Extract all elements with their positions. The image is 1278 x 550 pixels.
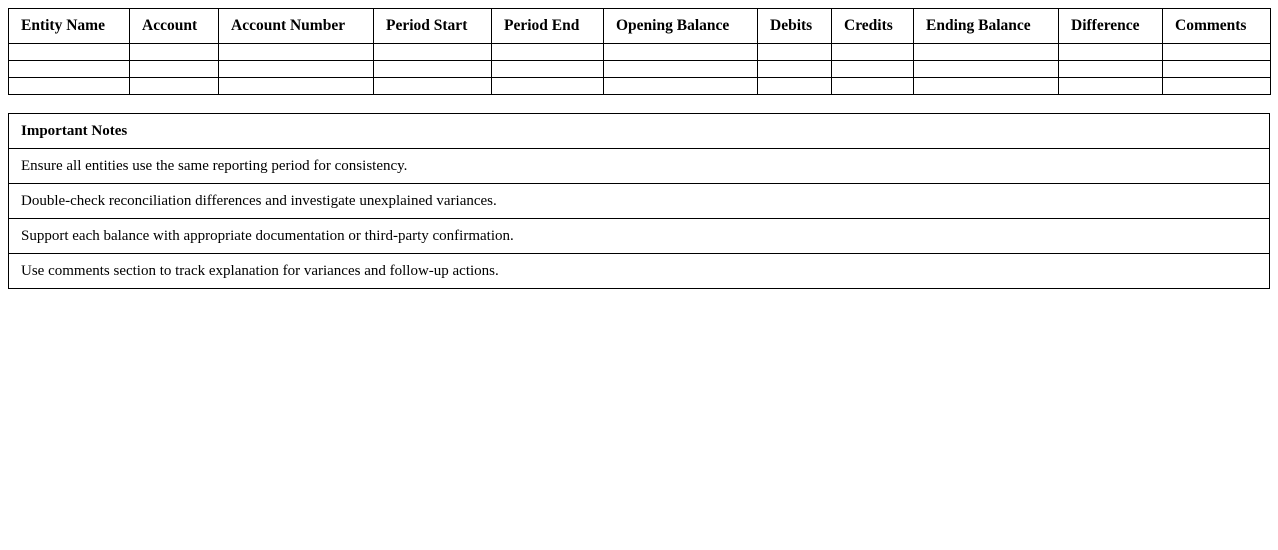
table-cell: [914, 61, 1059, 78]
notes-header-row: [9, 114, 1270, 149]
note-item: Use comments section to track explanation for variances and follow-up actions.: [9, 254, 1270, 289]
note-item: Support each balance with appropriate documentation or third-party confirmation.: [9, 219, 1270, 254]
table-cell: [1163, 78, 1271, 95]
table-cell: [1059, 61, 1163, 78]
header-account: Account: [130, 9, 219, 44]
note-row: [9, 254, 1270, 289]
table-cell: [832, 44, 914, 61]
header-debits: Debits: [758, 9, 832, 44]
table-cell: [758, 44, 832, 61]
table-cell: [832, 61, 914, 78]
table-cell: [130, 44, 219, 61]
table-cell: [604, 44, 758, 61]
note-row: [9, 219, 1270, 254]
important-notes-table: [8, 113, 1270, 289]
header-ending-balance: Ending Balance: [914, 9, 1059, 44]
header-difference: Difference: [1059, 9, 1163, 44]
note-item: Double-check reconciliation differences and investigate unexplained variances.: [9, 184, 1270, 219]
table-cell: [1163, 44, 1271, 61]
table-body: [9, 44, 1271, 95]
table-row: [9, 44, 1271, 61]
table-cell: [758, 78, 832, 95]
header-period-start: Period Start: [374, 9, 492, 44]
table-cell: [604, 78, 758, 95]
header-credits: Credits: [832, 9, 914, 44]
table-cell: [9, 44, 130, 61]
table-cell: [374, 61, 492, 78]
table-cell: [758, 61, 832, 78]
table-cell: [914, 44, 1059, 61]
table-cell: [374, 44, 492, 61]
table-cell: [832, 78, 914, 95]
table-cell: [130, 61, 219, 78]
table-cell: [1163, 61, 1271, 78]
note-item: Ensure all entities use the same reporting period for consistency.: [9, 149, 1270, 184]
header-comments: Comments: [1163, 9, 1271, 44]
header-opening-balance: Opening Balance: [604, 9, 758, 44]
header-account-number: Account Number: [219, 9, 374, 44]
note-row: [9, 149, 1270, 184]
table-cell: [9, 61, 130, 78]
table-cell: [492, 44, 604, 61]
table-cell: [914, 78, 1059, 95]
table-header-row: [9, 9, 1271, 44]
table-cell: [9, 78, 130, 95]
table-cell: [492, 61, 604, 78]
notes-title: Important Notes: [9, 114, 1270, 149]
table-cell: [219, 78, 374, 95]
table-cell: [219, 44, 374, 61]
table-row: [9, 61, 1271, 78]
header-period-end: Period End: [492, 9, 604, 44]
table-cell: [604, 61, 758, 78]
header-entity-name: Entity Name: [9, 9, 130, 44]
table-cell: [1059, 44, 1163, 61]
table-cell: [219, 61, 374, 78]
table-cell: [374, 78, 492, 95]
reconciliation-table: [8, 8, 1271, 95]
table-row: [9, 78, 1271, 95]
table-cell: [492, 78, 604, 95]
note-row: [9, 184, 1270, 219]
table-cell: [130, 78, 219, 95]
table-cell: [1059, 78, 1163, 95]
